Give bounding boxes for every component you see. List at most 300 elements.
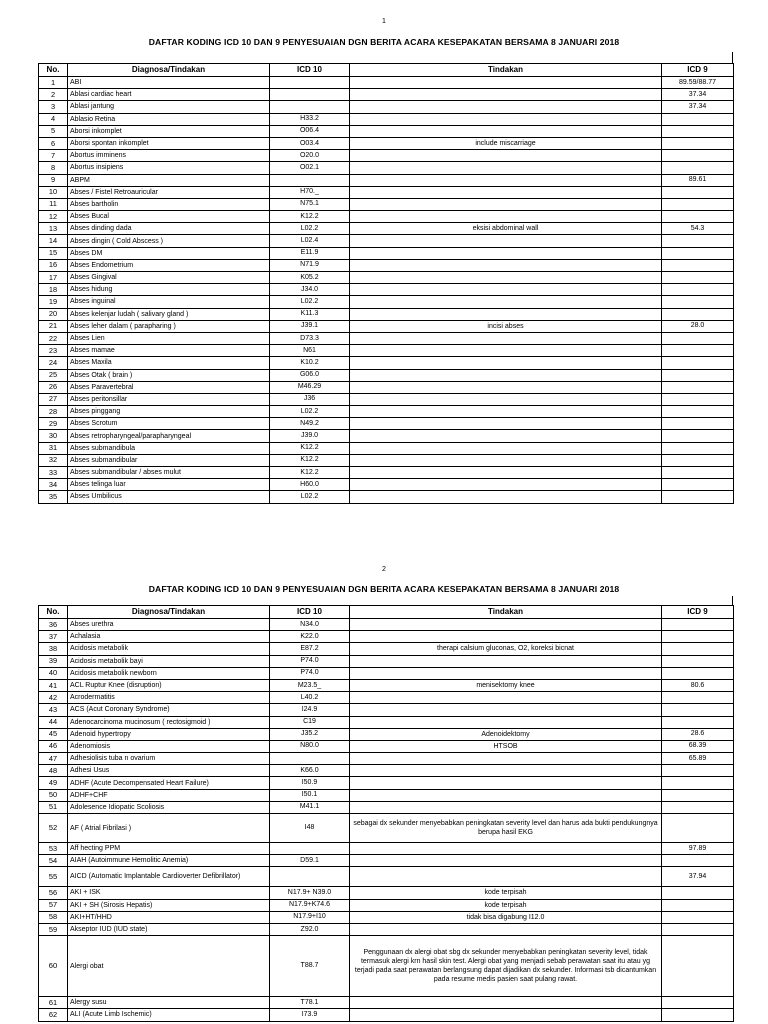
icd10-cell: J39.1 <box>270 320 350 332</box>
icd9-cell <box>662 855 734 867</box>
icd9-cell: 37.34 <box>662 89 734 101</box>
row-number-cell: 6 <box>39 137 68 149</box>
row-number-cell: 49 <box>39 777 68 789</box>
icd10-cell: I24.9 <box>270 704 350 716</box>
table-row <box>39 332 734 344</box>
diagnosa-cell: Adolesence Idiopatic Scoliosis <box>68 801 270 813</box>
row-number-cell: 11 <box>39 198 68 210</box>
icd10-cell: K22.0 <box>270 631 350 643</box>
diagnosa-cell: Abses bartholin <box>68 198 270 210</box>
diagnosa-cell: Abses submandibular / abses mulut <box>68 467 270 479</box>
diagnosa-cell: Ablasi cardiac heart <box>68 89 270 101</box>
diagnosa-cell: Abses telinga luar <box>68 479 270 491</box>
tindakan-cell <box>350 284 662 296</box>
icd9-cell <box>662 887 734 899</box>
icd10-cell: O20.0 <box>270 150 350 162</box>
row-number-cell: 56 <box>39 887 68 899</box>
icd10-cell: T88.7 <box>270 936 350 997</box>
tindakan-cell <box>350 198 662 210</box>
tindakan-cell <box>350 801 662 813</box>
diagnosa-cell: Abses / Fistel Retroauricular <box>68 186 270 198</box>
diagnosa-cell: ACS (Acut Coronary Syndrome) <box>68 704 270 716</box>
icd9-cell <box>662 137 734 149</box>
icd9-cell <box>662 631 734 643</box>
tindakan-cell <box>350 753 662 765</box>
icd9-cell <box>662 801 734 813</box>
table-row <box>39 272 734 284</box>
table-row <box>39 162 734 174</box>
row-number-cell: 3 <box>39 101 68 113</box>
row-number-cell: 60 <box>39 936 68 997</box>
row-number-cell: 53 <box>39 843 68 855</box>
tindakan-cell: menisektomy knee <box>350 679 662 691</box>
icd9-cell <box>662 655 734 667</box>
tindakan-cell: sebagai dx sekunder menyebabkan peningkatan severity level dan harus ada bukti pendukungnya berupa hasil EKG <box>350 814 662 843</box>
tindakan-cell <box>350 467 662 479</box>
row-number-cell: 38 <box>39 643 68 655</box>
table-header-row <box>39 606 734 619</box>
row-number-cell: 8 <box>39 162 68 174</box>
tindakan-cell <box>350 789 662 801</box>
table-row <box>39 801 734 813</box>
icd9-cell <box>662 442 734 454</box>
row-number-cell: 4 <box>39 113 68 125</box>
tindakan-cell <box>350 357 662 369</box>
header-no: No. <box>39 64 68 77</box>
icd9-cell <box>662 619 734 631</box>
header-icd9: ICD 9 <box>662 606 734 619</box>
row-number-cell: 61 <box>39 997 68 1009</box>
tindakan-cell <box>350 704 662 716</box>
diagnosa-cell: Abses pinggang <box>68 406 270 418</box>
row-number-cell: 22 <box>39 332 68 344</box>
tindakan-cell <box>350 235 662 247</box>
icd10-cell: K12.2 <box>270 454 350 466</box>
icd10-cell: N71.9 <box>270 259 350 271</box>
table-row <box>39 789 734 801</box>
icd10-cell <box>270 867 350 887</box>
icd10-cell: O03.4 <box>270 137 350 149</box>
row-number-cell: 13 <box>39 223 68 235</box>
icd9-cell <box>662 186 734 198</box>
diagnosa-cell: ADHF+CHF <box>68 789 270 801</box>
row-number-cell: 45 <box>39 728 68 740</box>
table-row <box>39 997 734 1009</box>
table-row <box>39 777 734 789</box>
diagnosa-cell: Ablasio Retina <box>68 113 270 125</box>
tindakan-cell <box>350 843 662 855</box>
row-number-cell: 34 <box>39 479 68 491</box>
diagnosa-cell: Abortus insipiens <box>68 162 270 174</box>
icd10-cell: L02.2 <box>270 406 350 418</box>
icd10-cell: O02.1 <box>270 162 350 174</box>
row-number-cell: 42 <box>39 692 68 704</box>
tindakan-cell <box>350 89 662 101</box>
diagnosa-cell: Abses submandibular <box>68 454 270 466</box>
icd10-cell: L40.2 <box>270 692 350 704</box>
table-row <box>39 491 734 503</box>
table-row <box>39 125 734 137</box>
icd9-cell <box>662 418 734 430</box>
row-number-cell: 47 <box>39 753 68 765</box>
diagnosa-cell: Adhesiolisis tuba n ovarium <box>68 753 270 765</box>
table-row <box>39 631 734 643</box>
icd10-cell <box>270 101 350 113</box>
icd10-cell: O06.4 <box>270 125 350 137</box>
row-number-cell: 31 <box>39 442 68 454</box>
icd9-cell <box>662 491 734 503</box>
table-row <box>39 936 734 997</box>
table-row <box>39 765 734 777</box>
diagnosa-cell: Abses hidung <box>68 284 270 296</box>
icd9-cell <box>662 814 734 843</box>
row-number-cell: 35 <box>39 491 68 503</box>
icd10-cell: J35.2 <box>270 728 350 740</box>
row-number-cell: 43 <box>39 704 68 716</box>
row-number-cell: 29 <box>39 418 68 430</box>
row-number-cell: 62 <box>39 1009 68 1021</box>
table-row <box>39 357 734 369</box>
diagnosa-cell: Abses leher dalam ( parapharing ) <box>68 320 270 332</box>
table-row <box>39 113 734 125</box>
table-row <box>39 643 734 655</box>
tindakan-cell <box>350 174 662 186</box>
icd9-cell: 97.89 <box>662 843 734 855</box>
icd10-cell: P74.0 <box>270 667 350 679</box>
tindakan-cell <box>350 997 662 1009</box>
icd10-cell: I73.9 <box>270 1009 350 1021</box>
row-number-cell: 14 <box>39 235 68 247</box>
table-row <box>39 296 734 308</box>
row-number-cell: 52 <box>39 814 68 843</box>
table-row <box>39 308 734 320</box>
tindakan-cell <box>350 247 662 259</box>
tindakan-cell <box>350 692 662 704</box>
table-row <box>39 887 734 899</box>
diagnosa-cell: ABI <box>68 77 270 89</box>
icd9-cell <box>662 936 734 997</box>
table-row <box>39 923 734 935</box>
tindakan-cell <box>350 442 662 454</box>
icd9-cell <box>662 345 734 357</box>
table-row <box>39 369 734 381</box>
icd10-cell: N80.0 <box>270 740 350 752</box>
row-number-cell: 48 <box>39 765 68 777</box>
icd10-cell: J39.0 <box>270 430 350 442</box>
diagnosa-cell: Alergy susu <box>68 997 270 1009</box>
table-row <box>39 174 734 186</box>
table-row <box>39 89 734 101</box>
icd9-cell <box>662 332 734 344</box>
table-header-row <box>39 64 734 77</box>
diagnosa-cell: Abses submandibula <box>68 442 270 454</box>
row-number-cell: 33 <box>39 467 68 479</box>
diagnosa-cell: Alergi obat <box>68 936 270 997</box>
table-row <box>39 150 734 162</box>
icd9-cell <box>662 259 734 271</box>
icd10-cell: N34.0 <box>270 619 350 631</box>
row-number-cell: 50 <box>39 789 68 801</box>
diagnosa-cell: Abses mamae <box>68 345 270 357</box>
header-diagnosa: Diagnosa/Tindakan <box>68 606 270 619</box>
row-number-cell: 18 <box>39 284 68 296</box>
icd9-cell: 68.39 <box>662 740 734 752</box>
icd10-cell: T78.1 <box>270 997 350 1009</box>
tindakan-cell <box>350 923 662 935</box>
icd9-cell <box>662 692 734 704</box>
diagnosa-cell: Abses Paravertebral <box>68 381 270 393</box>
icd10-cell: N49.2 <box>270 418 350 430</box>
tindakan-cell: therapi calsium gluconas, O2, koreksi bicnat <box>350 643 662 655</box>
row-number-cell: 15 <box>39 247 68 259</box>
diagnosa-cell: Abses dinding dada <box>68 223 270 235</box>
row-number-cell: 12 <box>39 211 68 223</box>
row-number-cell: 24 <box>39 357 68 369</box>
table-row <box>39 247 734 259</box>
diagnosa-cell: Adenomiosis <box>68 740 270 752</box>
table-row <box>39 77 734 89</box>
icd10-cell: L02.2 <box>270 223 350 235</box>
icd9-cell <box>662 1009 734 1021</box>
icd9-cell <box>662 198 734 210</box>
tindakan-cell <box>350 406 662 418</box>
icd10-cell: I50.1 <box>270 789 350 801</box>
icd10-cell: K12.2 <box>270 211 350 223</box>
tindakan-cell <box>350 272 662 284</box>
icd10-cell <box>270 174 350 186</box>
table-row <box>39 381 734 393</box>
tindakan-cell <box>350 1009 662 1021</box>
icd10-cell: K66.0 <box>270 765 350 777</box>
diagnosa-cell: Abortus imminens <box>68 150 270 162</box>
row-number-cell: 9 <box>39 174 68 186</box>
tindakan-cell <box>350 655 662 667</box>
page-number: 1 <box>382 18 386 25</box>
icd9-cell <box>662 667 734 679</box>
row-number-cell: 55 <box>39 867 68 887</box>
icd10-cell: K10.2 <box>270 357 350 369</box>
icd9-cell <box>662 113 734 125</box>
diagnosa-cell: AICD (Automatic Implantable Cardioverter Defibrillator) <box>68 867 270 887</box>
icd9-cell <box>662 308 734 320</box>
tindakan-cell: Adenoidektomy <box>350 728 662 740</box>
tindakan-cell: incisi abses <box>350 320 662 332</box>
icd10-cell: J36 <box>270 393 350 405</box>
tindakan-cell <box>350 631 662 643</box>
diagnosa-cell: Abses peritonsillar <box>68 393 270 405</box>
table-row <box>39 899 734 911</box>
diagnosa-cell: AKI + ISK <box>68 887 270 899</box>
icd9-cell <box>662 247 734 259</box>
row-number-cell: 7 <box>39 150 68 162</box>
diagnosa-cell: Abses kelenjar ludah ( salivary gland ) <box>68 308 270 320</box>
table-row <box>39 740 734 752</box>
header-tindakan: Tindakan <box>350 64 662 77</box>
icd10-cell <box>270 77 350 89</box>
diagnosa-cell: Abses Endometrium <box>68 259 270 271</box>
icd9-cell <box>662 235 734 247</box>
tindakan-cell: kode terpisah <box>350 887 662 899</box>
tindakan-cell <box>350 418 662 430</box>
icd9-cell <box>662 430 734 442</box>
table-row <box>39 692 734 704</box>
icd9-cell <box>662 272 734 284</box>
table-row <box>39 259 734 271</box>
icd-coding-table <box>38 63 734 504</box>
icd10-cell: K11.3 <box>270 308 350 320</box>
table-row <box>39 704 734 716</box>
icd10-cell: M23.5_ <box>270 679 350 691</box>
icd10-cell: D73.3 <box>270 332 350 344</box>
table-row <box>39 1009 734 1021</box>
table-row <box>39 454 734 466</box>
tindakan-cell <box>350 77 662 89</box>
diagnosa-cell: Adenoid hypertropy <box>68 728 270 740</box>
diagnosa-cell: Abses DM <box>68 247 270 259</box>
icd9-cell <box>662 479 734 491</box>
table-row <box>39 418 734 430</box>
diagnosa-cell: Aborsi inkomplet <box>68 125 270 137</box>
icd9-cell <box>662 296 734 308</box>
icd9-cell <box>662 284 734 296</box>
icd10-cell: G06.0 <box>270 369 350 381</box>
icd9-cell <box>662 899 734 911</box>
icd9-cell <box>662 777 734 789</box>
icd10-cell <box>270 89 350 101</box>
tindakan-cell <box>350 259 662 271</box>
diagnosa-cell: ABPM <box>68 174 270 186</box>
diagnosa-cell: Abses Maxila <box>68 357 270 369</box>
tindakan-cell <box>350 867 662 887</box>
row-number-cell: 19 <box>39 296 68 308</box>
table-row <box>39 137 734 149</box>
tindakan-cell <box>350 381 662 393</box>
icd10-cell: L02.2 <box>270 491 350 503</box>
tindakan-cell <box>350 855 662 867</box>
icd9-cell <box>662 704 734 716</box>
diagnosa-cell: Abses Umbilicus <box>68 491 270 503</box>
table-row <box>39 223 734 235</box>
icd9-cell: 89.59/88.77 <box>662 77 734 89</box>
icd10-cell: N17.9+ N39.0 <box>270 887 350 899</box>
tindakan-cell <box>350 454 662 466</box>
table-row <box>39 393 734 405</box>
diagnosa-cell: Abses Gingival <box>68 272 270 284</box>
icd10-cell <box>270 753 350 765</box>
row-number-cell: 40 <box>39 667 68 679</box>
tindakan-cell: tidak bisa digabung I12.0 <box>350 911 662 923</box>
diagnosa-cell: Abses Otak ( brain ) <box>68 369 270 381</box>
diagnosa-cell: AKI+HT/HHD <box>68 911 270 923</box>
row-number-cell: 23 <box>39 345 68 357</box>
row-number-cell: 59 <box>39 923 68 935</box>
table-row <box>39 235 734 247</box>
icd10-cell <box>270 843 350 855</box>
diagnosa-cell: AF ( Atrial Fibrilasi ) <box>68 814 270 843</box>
icd9-cell <box>662 150 734 162</box>
diagnosa-cell: Ablasi jantung <box>68 101 270 113</box>
tindakan-cell: include miscarriage <box>350 137 662 149</box>
row-number-cell: 27 <box>39 393 68 405</box>
header-no: No. <box>39 606 68 619</box>
icd9-cell <box>662 393 734 405</box>
tindakan-cell <box>350 125 662 137</box>
diagnosa-cell: Acidosis metabolik <box>68 643 270 655</box>
icd9-cell <box>662 406 734 418</box>
row-number-cell: 58 <box>39 911 68 923</box>
icd10-cell: M41.1 <box>270 801 350 813</box>
icd10-cell: H70._ <box>270 186 350 198</box>
icd10-cell: L02.4 <box>270 235 350 247</box>
diagnosa-cell: Acrodermatitis <box>68 692 270 704</box>
row-number-cell: 1 <box>39 77 68 89</box>
icd9-cell <box>662 923 734 935</box>
icd9-cell <box>662 357 734 369</box>
diagnosa-cell: Aff hecting PPM <box>68 843 270 855</box>
icd10-cell: P74.0 <box>270 655 350 667</box>
table-row <box>39 186 734 198</box>
icd10-cell: D59.1 <box>270 855 350 867</box>
row-number-cell: 5 <box>39 125 68 137</box>
diagnosa-cell: Akseptor IUD (IUD state) <box>68 923 270 935</box>
diagnosa-cell: Aborsi spontan inkomplet <box>68 137 270 149</box>
row-number-cell: 36 <box>39 619 68 631</box>
row-number-cell: 54 <box>39 855 68 867</box>
tindakan-cell <box>350 162 662 174</box>
header-tindakan: Tindakan <box>350 606 662 619</box>
icd10-cell: N61 <box>270 345 350 357</box>
header-diagnosa: Diagnosa/Tindakan <box>68 64 270 77</box>
row-number-cell: 25 <box>39 369 68 381</box>
icd10-cell: J34.0 <box>270 284 350 296</box>
icd9-cell <box>662 789 734 801</box>
table-row <box>39 855 734 867</box>
diagnosa-cell: Abses Scrotum <box>68 418 270 430</box>
icd9-cell: 54.3 <box>662 223 734 235</box>
table-row <box>39 753 734 765</box>
icd-coding-table <box>38 605 734 1022</box>
icd9-cell: 28.6 <box>662 728 734 740</box>
diagnosa-cell: ACL Ruptur Knee (disruption) <box>68 679 270 691</box>
icd9-cell: 37.34 <box>662 101 734 113</box>
icd10-cell: I48 <box>270 814 350 843</box>
icd9-cell: 28.0 <box>662 320 734 332</box>
tindakan-cell <box>350 716 662 728</box>
diagnosa-cell: Abses Bucal <box>68 211 270 223</box>
icd10-cell: N17.9+K74.6 <box>270 899 350 911</box>
tindakan-cell <box>350 393 662 405</box>
page-title: DAFTAR KODING ICD 10 DAN 9 PENYESUAIAN DGN BERITA ACARA KESEPAKATAN BERSAMA 8 JANUARI 2018 <box>148 37 620 47</box>
icd9-cell <box>662 765 734 777</box>
icd9-cell: 80.6 <box>662 679 734 691</box>
icd10-cell: K12.2 <box>270 442 350 454</box>
diagnosa-cell: Acidosis metabolik newborn <box>68 667 270 679</box>
icd10-cell: E87.2 <box>270 643 350 655</box>
table-row <box>39 867 734 887</box>
tindakan-cell <box>350 332 662 344</box>
header-icd9: ICD 9 <box>662 64 734 77</box>
icd10-cell: K12.2 <box>270 467 350 479</box>
diagnosa-cell: Adhesi Usus <box>68 765 270 777</box>
row-number-cell: 37 <box>39 631 68 643</box>
icd9-cell <box>662 211 734 223</box>
row-number-cell: 10 <box>39 186 68 198</box>
page-title: DAFTAR KODING ICD 10 DAN 9 PENYESUAIAN DGN BERITA ACARA KESEPAKATAN BERSAMA 8 JANUARI 2018 <box>148 584 620 594</box>
icd10-cell: N17.9+I10 <box>270 911 350 923</box>
row-number-cell: 16 <box>39 259 68 271</box>
icd10-cell: Z92.0 <box>270 923 350 935</box>
icd10-cell: M46.29 <box>270 381 350 393</box>
